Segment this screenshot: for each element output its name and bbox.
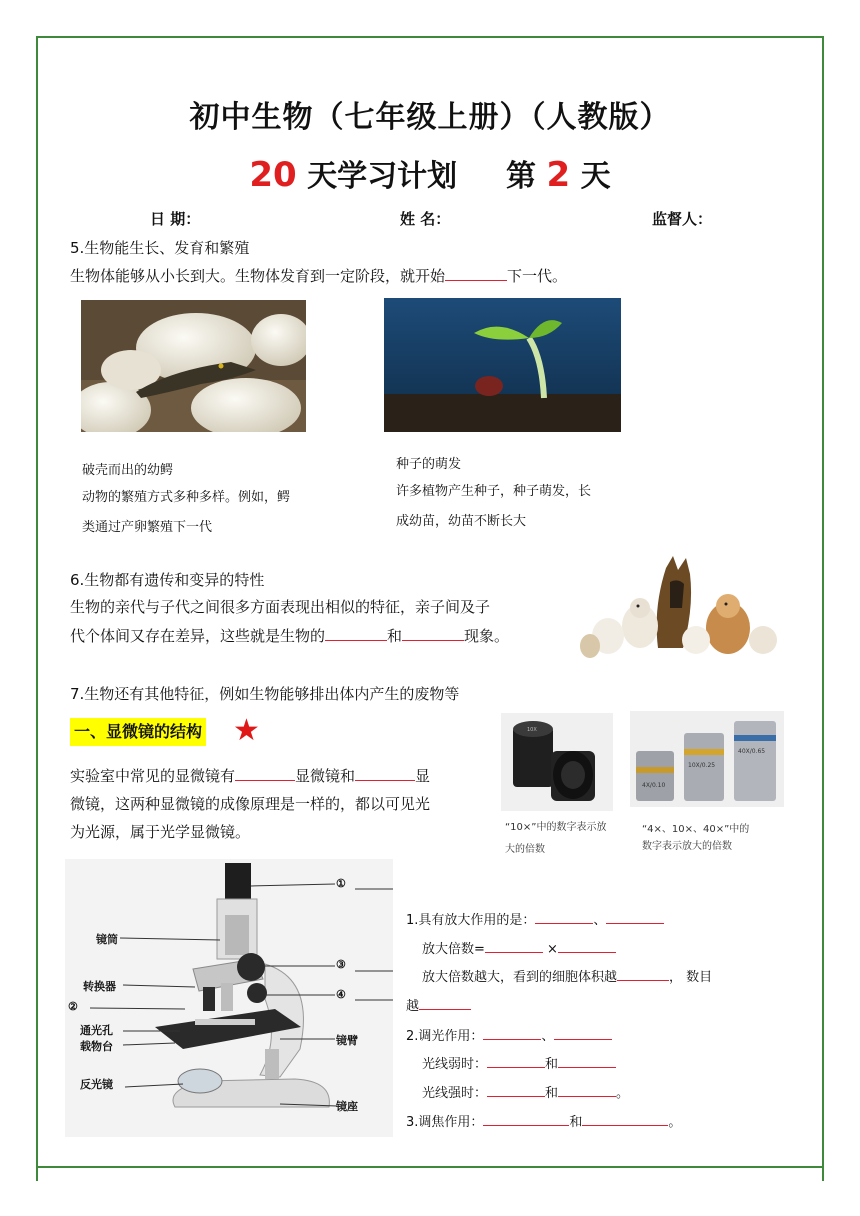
label-n1: ① — [336, 877, 346, 890]
blank-strong-b — [558, 1082, 616, 1097]
q1-magnification: 放大倍数= × — [422, 938, 616, 957]
croc-desc-2: 类通过产卵繁殖下一代 — [82, 520, 213, 535]
blank-q2-b — [554, 1025, 612, 1040]
q2-weak: 光线弱时： 和 — [422, 1053, 616, 1072]
page-border-right — [822, 36, 824, 1181]
label-base: 镜座 — [336, 1100, 358, 1113]
objective-marking-4x: 4X/0.10 — [642, 782, 666, 789]
blank-weak-a — [487, 1053, 545, 1068]
label-n4: ④ — [336, 988, 346, 1001]
blank-q1-b — [606, 909, 664, 924]
label-tube: 镜筒 — [96, 933, 118, 946]
eyepiece-marking: 10X — [527, 727, 537, 733]
blank-weak-b — [558, 1053, 616, 1068]
label-n2: ② — [68, 1000, 78, 1013]
blank-variation — [402, 626, 464, 641]
label-stage: 载物台 — [80, 1040, 113, 1053]
q2-strong: 光线强时： 和 。 — [422, 1082, 629, 1101]
dog-family-photo — [578, 548, 788, 660]
croc-caption: 破壳而出的幼鳄 — [82, 463, 174, 478]
objective-marking-10x: 10X/0.25 — [688, 762, 716, 769]
seed-desc-2: 成幼苗，幼苗不断长大 — [396, 514, 527, 529]
blank-microscope-type-2 — [355, 766, 415, 781]
eyepiece-caption-2: 大的倍数 — [505, 844, 545, 855]
blank-reproduce — [445, 266, 507, 281]
blank-cell-count — [419, 995, 471, 1010]
blank-strong-a — [487, 1082, 545, 1097]
blank-mag-a — [485, 938, 543, 953]
seed-desc-1: 许多植物产生种子，种子萌发，长 — [396, 484, 592, 499]
star-icon: ★ — [233, 713, 260, 748]
blank-heredity — [325, 626, 387, 641]
supervisor-label: 监督人： — [652, 210, 713, 228]
s7-heading: 7.生物还有其他特征，例如生物能够排出体内产生的废物等 — [70, 685, 460, 703]
micro-intro-line1: 实验室中常见的显微镜有 显微镜和 显 — [70, 767, 431, 785]
q1-more-2: 越 — [406, 995, 471, 1014]
label-arm: 镜臂 — [336, 1034, 358, 1047]
day-suffix: 天 — [580, 159, 611, 194]
s5-heading: 5.生物能生长、发育和繁殖 — [70, 239, 250, 257]
date-label: 日 期： — [150, 210, 201, 228]
plan-text: 天学习计划 — [307, 159, 458, 194]
hatching-crocodile-photo — [81, 300, 306, 432]
eyepiece-caption-1: “10×”中的数字表示放 — [505, 822, 607, 833]
micro-intro-line2: 微镜，这两种显微镜的成像原理是一样的，都以可见光 — [70, 795, 431, 813]
micro-intro-line3: 为光源，属于光学显微镜。 — [70, 823, 251, 841]
q3-line: 3.调焦作用： 和 。 — [406, 1111, 681, 1130]
blank-microscope-type-1 — [235, 766, 295, 781]
seed-germination-photo — [384, 298, 621, 432]
label-mirror: 反光镜 — [80, 1078, 113, 1091]
s5-text: 生物体能够从小长到大。生物体发育到一定阶段，就开始 下一代。 — [70, 267, 568, 285]
page-subtitle — [0, 151, 860, 195]
objectives-caption-2: 数字表示放大的倍数 — [642, 841, 732, 852]
q1-line: 1.具有放大作用的是： 、 — [406, 909, 664, 928]
page-title: 初中生物（七年级上册）（人教版） — [189, 100, 671, 135]
plan-days-number: 20 — [249, 155, 297, 195]
page-border-left — [36, 36, 38, 1181]
seed-caption: 种子的萌发 — [396, 457, 462, 472]
blank-q3-a — [483, 1111, 569, 1126]
day-number: 2 — [546, 155, 571, 195]
day-prefix: 第 — [506, 159, 537, 194]
objective-lenses-photo — [630, 711, 784, 807]
eyepiece-photo — [501, 713, 613, 811]
label-aperture: 通光孔 — [80, 1024, 113, 1037]
label-converter: 转换器 — [83, 980, 116, 993]
s6-line2: 代个体间又存在差异，这些就是生物的 和 现象。 — [70, 627, 510, 645]
name-label: 姓 名： — [400, 210, 451, 228]
s6-line1: 生物的亲代与子代之间很多方面表现出相似的特征，亲子间及子 — [70, 598, 491, 616]
objectives-caption-1: “4×、10×、40×”中的 — [642, 824, 750, 835]
section-microscope-structure: 一、显微镜的结构 — [70, 718, 206, 746]
objective-marking-40x: 40X/0.65 — [738, 748, 766, 755]
q2-line: 2.调光作用： 、 — [406, 1025, 612, 1044]
label-n3: ③ — [336, 958, 346, 971]
page-border-top — [36, 36, 824, 38]
croc-desc-1: 动物的繁殖方式多种多样。例如，鳄 — [82, 490, 291, 505]
blank-q3-b — [582, 1111, 668, 1126]
blank-mag-b — [558, 938, 616, 953]
blank-cell-size — [617, 966, 669, 981]
q1-more: 放大倍数越大，看到的细胞体积越 ， 数目 — [422, 966, 712, 985]
page-border-bottom — [36, 1166, 824, 1168]
blank-q1-a — [535, 909, 593, 924]
blank-q2-a — [483, 1025, 541, 1040]
s6-heading: 6.生物都有遗传和变异的特性 — [70, 571, 265, 589]
